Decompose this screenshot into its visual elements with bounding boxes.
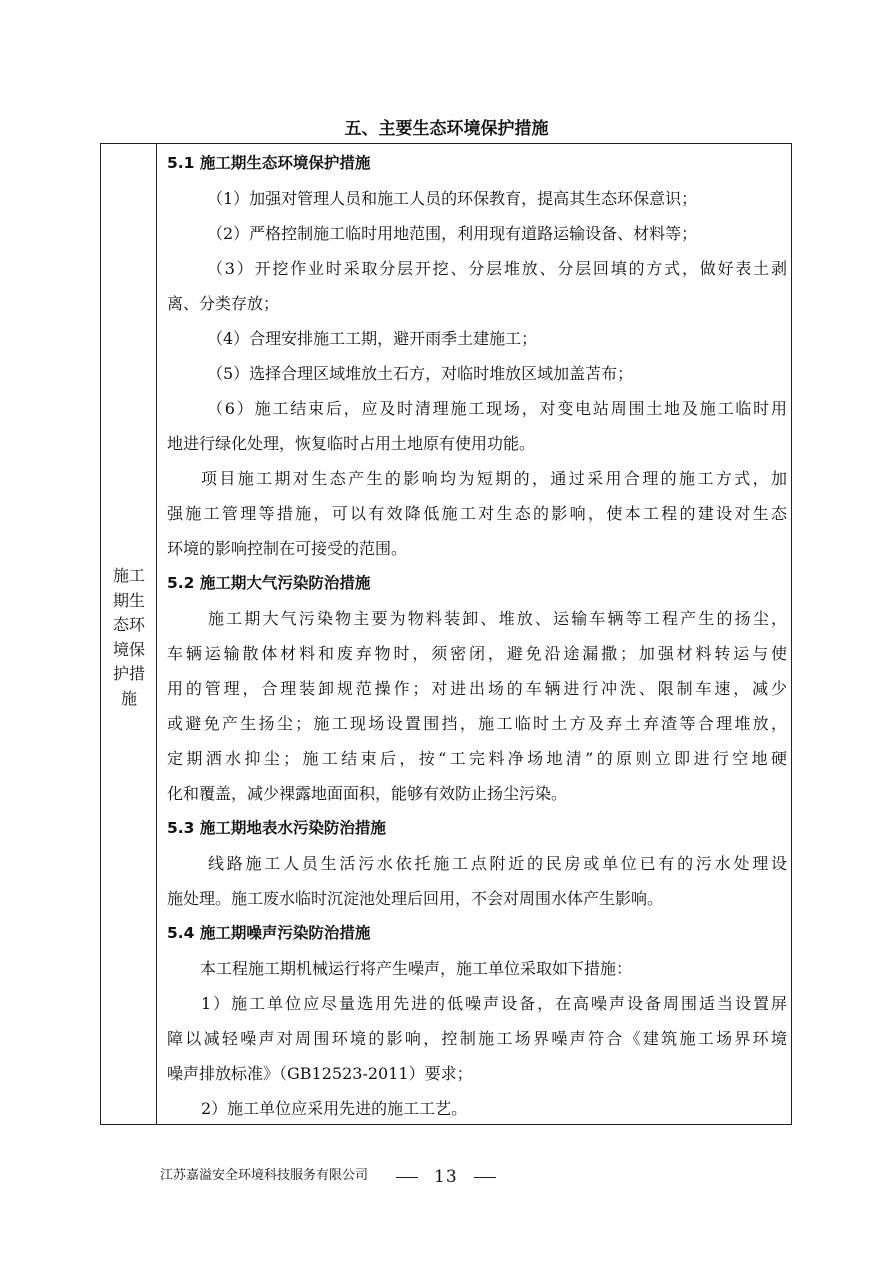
text-line: 环境的影响控制在可接受的范围。 — [167, 539, 408, 558]
category-label-line: 施 — [120, 688, 137, 708]
text-line: 或避免产生扬尘；施工现场设置围挡，施工临时土方及弃土弃渣等合理堆放， — [167, 714, 787, 733]
section-heading: 5.4 施工期噪声污染防治措施 — [167, 924, 371, 942]
text-line: 离、分类存放； — [167, 294, 280, 313]
text-line: 本工程施工期机械运行将产生噪声，施工单位采取如下措施： — [200, 959, 633, 978]
text-line: 施处理。施工废水临时沉淀池处理后回用，不会对周围水体产生影响。 — [167, 889, 664, 908]
text-line: 1）施工单位应尽量选用先进的低噪声设备，在高噪声设备周围适当设置屏 — [201, 994, 787, 1013]
text-line: 车辆运输散体材料和废弃物时，须密闭，避免沿途漏撒；加强材料转运与使 — [167, 644, 787, 663]
text-line: 化和覆盖，减少裸露地面面积，能够有效防止扬尘污染。 — [167, 784, 568, 803]
text-line: 强施工管理等措施，可以有效降低施工对生态的影响，使本工程的建设对生态 — [167, 504, 787, 523]
text-line: （6）施工结束后，应及时清理施工现场，对变电站周围土地及施工临时用 — [207, 399, 787, 418]
text-line: 障以减轻噪声对周围环境的影响，控制施工场界噪声符合《建筑施工场界环境 — [167, 1029, 787, 1048]
dash-left — [396, 1177, 418, 1178]
section-heading: 5.1 施工期生态环境保护措施 — [167, 154, 371, 172]
category-label-line: 护措 — [112, 664, 145, 683]
text-line: 用的管理，合理装卸规范操作；对进出场的车辆进行冲洗、限制车速，减少 — [167, 679, 787, 698]
category-label-line: 期生 — [112, 590, 145, 610]
category-label-line: 境保 — [112, 639, 145, 659]
text-line: 施工期大气污染物主要为物料装卸、堆放、运输车辆等工程产生的扬尘， — [208, 609, 787, 628]
category-cell — [101, 144, 157, 1124]
text-line: （1）加强对管理人员和施工人员的环保教育，提高其生态环保意识； — [207, 189, 698, 208]
category-label-line: 施工 — [112, 566, 145, 585]
text-line: 2）施工单位应采用先进的施工工艺。 — [201, 1099, 468, 1118]
text-line: 地进行绿化处理，恢复临时占用土地原有使用功能。 — [167, 434, 536, 453]
footer-company: 江苏嘉溢安全环境科技服务有限公司 — [160, 1168, 369, 1183]
page-title: 五、主要生态环境保护措施 — [344, 119, 549, 139]
text-line: （5）选择合理区域堆放土石方，对临时堆放区域加盖苫布； — [207, 364, 634, 383]
text-line: （3）开挖作业时采取分层开挖、分层堆放、分层回填的方式，做好表土剥 — [207, 259, 787, 278]
measures-content — [167, 146, 787, 1126]
text-line: （4）合理安排施工工期，避开雨季土建施工； — [207, 329, 538, 348]
page-number: 13 — [434, 1167, 458, 1187]
text-line: 定期洒水抑尘；施工结束后，按“工完料净场地清”的原则立即进行空地硬 — [167, 749, 787, 768]
footer-page-number — [396, 1165, 496, 1189]
text-line: （2）严格控制施工临时用地范围，利用现有道路运输设备、材料等； — [207, 224, 698, 243]
text-line: 噪声排放标准》（GB12523-2011）要求； — [167, 1064, 473, 1083]
category-label — [101, 564, 157, 711]
section-heading: 5.3 施工期地表水污染防治措施 — [167, 819, 386, 837]
dash-right — [474, 1177, 496, 1178]
section-heading: 5.2 施工期大气污染防治措施 — [167, 574, 371, 592]
category-label-line: 态环 — [112, 615, 145, 634]
measures-table — [100, 143, 792, 1125]
text-line: 项目施工期对生态产生的影响均为短期的，通过采用合理的施工方式，加 — [201, 469, 787, 488]
text-line: 线路施工人员生活污水依托施工点附近的民房或单位已有的污水处理设 — [208, 854, 787, 873]
